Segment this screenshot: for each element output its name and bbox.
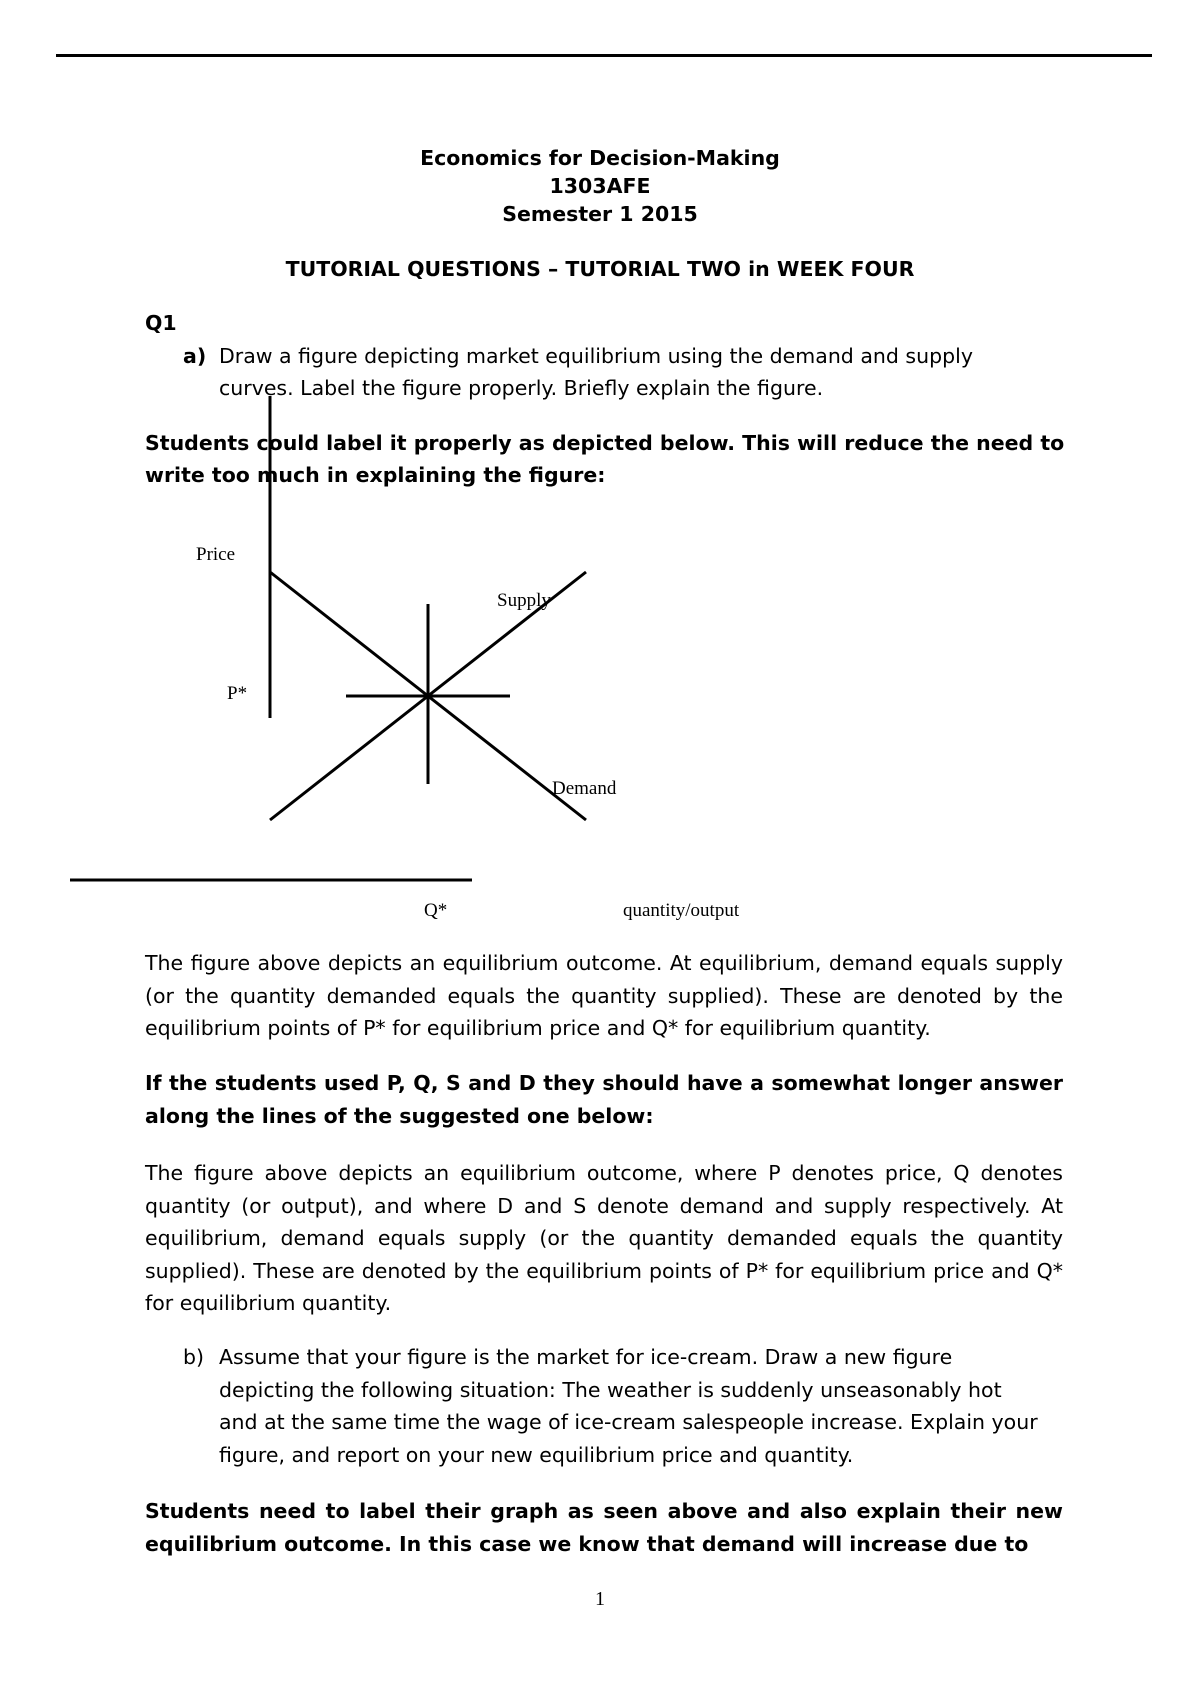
supply-label: Supply [497,590,551,611]
part-a-line-2: curves. Label the figure properly. Briefly explain the figure. [219,376,824,400]
explanation-1: The figure above depicts an equilibrium outcome. At equilibrium, demand equals supply (or the quantity demanded equals the quantity supplied). These are denoted by the equilibrium points of P* for equilibrium price and Q* for equilibrium quantity. [145,951,1063,1040]
course-title: Economics for Decision-Making [420,146,780,170]
part-a-line-1: Draw a figure depicting market equilibrium using the demand and supply [219,344,973,368]
tutorial-heading: TUTORIAL QUESTIONS – TUTORIAL TWO in WEEK FOUR [285,257,915,281]
question-label: Q1 [145,311,177,335]
part-b-marker: b) [183,1345,205,1369]
note-1-line-2: write too much in explaining the figure: [145,463,606,487]
price-axis-label: Price [196,544,236,565]
equilibrium-quantity-label: Q* [424,900,448,921]
part-b-text: Assume that your figure is the market for ice-cream. Draw a new figure depicting the following situation: The weather is suddenly unseasonably hot and at the same time the wage of ice-cream salespeople increase. Explain your figure, and report on your new equilibrium price and quantity. [219,1345,1038,1467]
course-code: 1303AFE [549,174,651,198]
quantity-axis-label: quantity/output [623,900,740,921]
page-number: 1 [595,1588,605,1610]
semester: Semester 1 2015 [502,202,698,226]
equilibrium-price-label: P* [227,683,248,704]
explanation-2: The figure above depicts an equilibrium outcome, where P denotes price, Q denotes quantity (or output), and where D and S denote demand and supply respectively. At equilibrium, demand equals supply (or the quantity demanded equals the quantity supplied). These are denoted by the equilibrium points of P* for equilibrium price and Q* for equilibrium quantity. [145,1161,1063,1315]
demand-label: Demand [552,778,617,799]
part-a-marker: a) [183,344,207,368]
note-2: If the students used P, Q, S and D they should have a somewhat longer answer along the lines of the suggested one below: [145,1071,1063,1128]
note-1-line-1: Students could label it properly as depicted below. This will reduce the need to [145,431,1065,455]
note-3: Students need to label their graph as seen above and also explain their new equilibrium outcome. In this case we know that demand will increase due to [145,1499,1063,1556]
